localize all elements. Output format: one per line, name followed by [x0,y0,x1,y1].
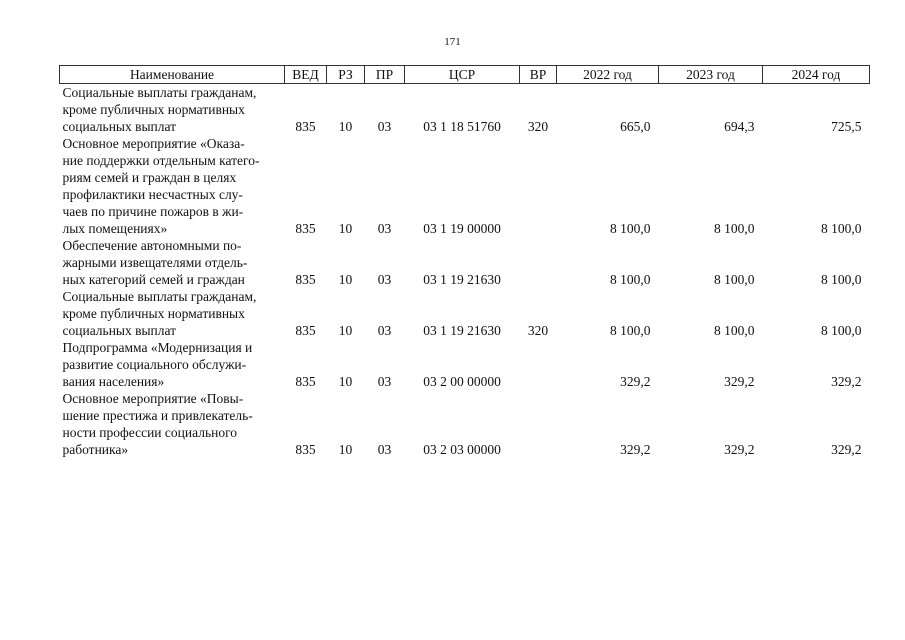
row-2024: 8 100,0 [821,323,862,338]
row-csr: 03 1 18 51760 [423,119,501,134]
header-vr: ВР [520,66,557,84]
row-2023: 8 100,0 [714,221,755,236]
row-ved: 835 [295,272,316,287]
row-rz: 10 [338,221,353,236]
row-2022: 8 100,0 [610,221,651,236]
header-2024: 2024 год [763,66,870,84]
row-2022: 329,2 [620,374,651,389]
header-pr: ПР [365,66,405,84]
row-pr: 03 [377,323,392,338]
header-2023: 2023 год [659,66,763,84]
row-ved: 835 [295,221,316,236]
table-header-row [60,66,870,84]
row-vr [520,339,557,390]
table-row [60,135,870,237]
row-name: Социальные выплаты гражданам, кроме публичных нормативных социальных выплат [62,289,257,338]
row-rz: 10 [338,272,353,287]
row-2022: 665,0 [620,119,651,134]
row-2023: 8 100,0 [714,323,755,338]
row-2022: 8 100,0 [610,323,651,338]
row-rz: 10 [338,119,353,134]
row-csr: 03 1 19 00000 [423,221,501,236]
header-ved: ВЕД [285,66,327,84]
row-pr: 03 [377,374,392,389]
row-2024: 329,2 [831,374,862,389]
row-pr: 03 [377,221,392,236]
page-number: 171 [444,36,461,48]
table-row [60,339,870,390]
row-vr [520,135,557,237]
row-vr: 320 [527,119,549,134]
row-rz: 10 [338,374,353,389]
row-name: Социальные выплаты гражданам, кроме публичных нормативных социальных выплат [62,85,257,134]
row-name: Основное мероприятие «Повы- шение престижа и привлекатель- ности профессии социального работника» [62,391,253,457]
table-row [60,237,870,288]
row-2023: 694,3 [724,119,755,134]
row-pr: 03 [377,272,392,287]
row-csr: 03 2 03 00000 [423,442,501,457]
row-csr: 03 1 19 21630 [423,272,501,287]
header-name: Наименование [60,66,285,84]
row-rz: 10 [338,323,353,338]
row-2024: 329,2 [831,442,862,457]
row-name: Обеспечение автономными по- жарными извещателями отдель- ных категорий семей и граждан [62,238,248,287]
row-name: Основное мероприятие «Оказа- ние поддержки отдельным катего- риям семей и граждан в целях профилактики несчастных слу- чаев по причине пожаров в жи- лых помещениях» [62,136,260,236]
row-ved: 835 [295,323,316,338]
row-pr: 03 [377,119,392,134]
row-pr: 03 [377,442,392,457]
header-rz: РЗ [327,66,365,84]
row-2024: 8 100,0 [821,221,862,236]
table-row [60,390,870,458]
row-2023: 329,2 [724,442,755,457]
row-csr: 03 2 00 00000 [423,374,501,389]
row-csr: 03 1 19 21630 [423,323,501,338]
row-2024: 8 100,0 [821,272,862,287]
row-vr [520,390,557,458]
row-2024: 725,5 [831,119,862,134]
row-2023: 8 100,0 [714,272,755,287]
row-ved: 835 [295,119,316,134]
header-2022: 2022 год [557,66,659,84]
header-csr: ЦСР [405,66,520,84]
row-vr [520,237,557,288]
row-name: Подпрограмма «Модернизация и развитие социального обслужи- вания населения» [62,340,253,389]
row-ved: 835 [295,442,316,457]
row-rz: 10 [338,442,353,457]
row-vr: 320 [527,323,549,338]
row-2022: 8 100,0 [610,272,651,287]
table-row [60,84,870,136]
row-2022: 329,2 [620,442,651,457]
budget-table [59,65,870,458]
row-ved: 835 [295,374,316,389]
row-2023: 329,2 [724,374,755,389]
table-row [60,288,870,339]
